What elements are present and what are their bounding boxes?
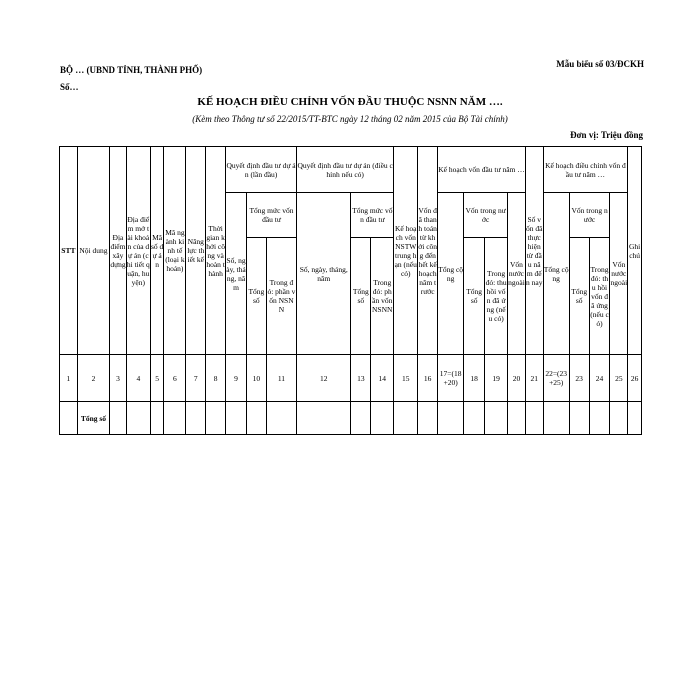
group-adjusted-total-investment-header: Tổng mức vốn đầu tư [351, 193, 394, 238]
col-number-cell: 14 [371, 355, 394, 402]
col-content-header: Nội dung [77, 147, 109, 355]
header-row-1 [60, 147, 642, 193]
col-number-cell: 3 [110, 355, 127, 402]
col-number-cell: 12 [297, 355, 351, 402]
col-ytd-capital-header: Số vốn đã thực hiện từ đầu năm đến nay [525, 147, 543, 355]
col-project-code-header: Mã số dự án [150, 147, 164, 355]
total-cell [150, 402, 164, 435]
total-row [60, 402, 642, 435]
plan-table [59, 146, 642, 435]
document-subtitle: (Kèm theo Thông tư số 22/2015/TT-BTC ngày 12 tháng 02 năm 2015 của Bộ Tài chính) [192, 114, 508, 124]
total-cell [525, 402, 543, 435]
total-cell [126, 402, 150, 435]
group-adjusted-decision-header: Quyết định đầu tư dự án (điều chỉnh nếu có) [297, 147, 394, 193]
total-cell [266, 402, 296, 435]
total-cell [589, 402, 610, 435]
document-title: KẾ HOẠCH ĐIỀU CHỈNH VỐN ĐẦU THUỘC NSNN NĂM …. [197, 96, 503, 108]
total-cell [464, 402, 485, 435]
col-number-cell: 5 [150, 355, 164, 402]
col-adjusted-domestic-total-header: Tổng số [569, 238, 589, 355]
total-cell [351, 402, 371, 435]
col-number-cell: 17=(18+20) [438, 355, 464, 402]
col-number-cell: 16 [418, 355, 438, 402]
col-construction-site-header: Địa điểm xây dựng [110, 147, 127, 355]
total-cell [186, 402, 206, 435]
col-adjusted-recovery-header: Trong đó: thu hồi vốn đã ứng (nếu có) [589, 238, 610, 355]
total-cell [438, 402, 464, 435]
total-cell [110, 402, 127, 435]
col-number-cell: 15 [394, 355, 418, 402]
col-number-cell: 18 [464, 355, 485, 402]
column-number-row [60, 355, 642, 402]
total-cell [394, 402, 418, 435]
col-stt-header: STT [60, 147, 78, 355]
col-plan-domestic-total-header: Tổng số [464, 238, 485, 355]
col-number-cell: 7 [186, 355, 206, 402]
unit-label: Đơn vị: Triệu đồng [570, 130, 643, 140]
col-number-cell: 25 [610, 355, 628, 402]
col-number-cell: 13 [351, 355, 371, 402]
col-account-location-header: Địa điểm mở tài khoản của dự án (chi tiết quận, huyện) [126, 147, 150, 355]
total-cell [164, 402, 186, 435]
total-cell [297, 402, 351, 435]
col-nstw-plan-header: Kế hoạch vốn NSTW trung hạn (nếu có) [394, 147, 418, 355]
col-plan-recovery-header: Trong đó: thu hồi vốn đã ứng (nếu có) [485, 238, 508, 355]
document-number-label: Số… [60, 82, 79, 92]
total-cell [569, 402, 589, 435]
group-annual-plan-header: Kế hoạch vốn đầu tư năm … [438, 147, 526, 193]
group-adjusted-plan-header: Kế hoạch điều chỉnh vốn đầu tư năm … [543, 147, 628, 193]
col-number-cell: 9 [226, 355, 247, 402]
group-initial-decision-header: Quyết định đầu tư dự án (lần đầu) [226, 147, 297, 193]
total-cell [628, 402, 642, 435]
col-number-cell: 20 [508, 355, 526, 402]
total-label: Tổng số [77, 402, 109, 435]
total-cell [371, 402, 394, 435]
total-cell [418, 402, 438, 435]
col-adjusted-total-header: Tổng cộng [543, 193, 569, 355]
form-number-label: Mẫu biểu số 03/ĐCKH [556, 59, 644, 69]
col-adjusted-decision-date-header: Số, ngày, tháng, năm [297, 193, 351, 355]
total-cell [543, 402, 569, 435]
col-number-cell: 1 [60, 355, 78, 402]
group-plan-domestic-header: Vốn trong nước [464, 193, 508, 238]
col-timeline-header: Thời gian khởi công và hoàn thành [206, 147, 226, 355]
total-cell [508, 402, 526, 435]
total-cell [60, 402, 78, 435]
col-number-cell: 6 [164, 355, 186, 402]
col-number-cell: 22=(23+25) [543, 355, 569, 402]
col-adjusted-foreign-header: Vốn nước ngoài [610, 193, 628, 355]
total-cell [246, 402, 266, 435]
col-number-cell: 2 [77, 355, 109, 402]
col-plan-foreign-header: Vốn nước ngoài [508, 193, 526, 355]
col-investment-nsnn-header: Trong đó: phần vốn NSNN [266, 238, 296, 355]
col-number-cell: 26 [628, 355, 642, 402]
col-number-cell: 4 [126, 355, 150, 402]
col-number-cell: 21 [525, 355, 543, 402]
col-number-cell: 23 [569, 355, 589, 402]
col-number-cell: 8 [206, 355, 226, 402]
group-total-investment-header: Tổng mức vốn đầu tư [246, 193, 296, 238]
col-adjusted-investment-total-header: Tổng số [351, 238, 371, 355]
ministry-label: BỘ … (UBND TỈNH, THÀNH PHỐ) [60, 65, 203, 75]
col-paid-capital-header: Vốn đã thanh toán từ khởi công đến hết kế hoạch năm trước [418, 147, 438, 355]
group-adjusted-domestic-header: Vốn trong nước [569, 193, 610, 238]
col-adjusted-investment-nsnn-header: Trong đó: phần vốn NSNN [371, 238, 394, 355]
total-cell [610, 402, 628, 435]
col-decision-date-header: Số, ngày, tháng, năm [226, 193, 247, 355]
col-number-cell: 10 [246, 355, 266, 402]
col-number-cell: 11 [266, 355, 296, 402]
total-cell [485, 402, 508, 435]
col-number-cell: 19 [485, 355, 508, 402]
col-plan-total-header: Tổng cộng [438, 193, 464, 355]
col-capacity-header: Năng lực thiết kế [186, 147, 206, 355]
total-cell [206, 402, 226, 435]
col-number-cell: 24 [589, 355, 610, 402]
col-notes-header: Ghi chú [628, 147, 642, 355]
col-sector-code-header: Mã ngành kinh tế (loại khoản) [164, 147, 186, 355]
col-investment-total-header: Tổng số [246, 238, 266, 355]
total-cell [226, 402, 247, 435]
